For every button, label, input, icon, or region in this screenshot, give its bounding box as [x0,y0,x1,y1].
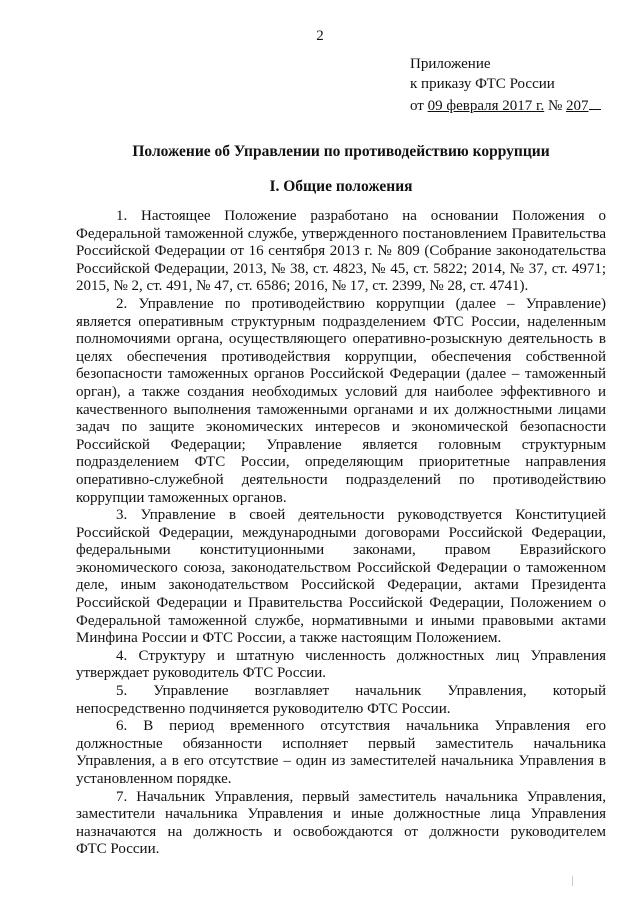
paragraph-line: 5. Управление возглавляет начальник Управления, который [116,683,606,700]
appendix-date-line [410,94,610,116]
paragraph-line: деле, иным законодательством Российской Федерации, актами Президента [76,577,606,594]
paragraph-line: Российской Федерации от 16 сентября 2013 г. № 809 (Собрание законодательства [76,243,606,260]
paragraph-line: подразделением ФТС России, определяющим приоритетные направления [76,454,606,471]
paragraph-line: назначаются на должность и освобождаются от должности руководителем [76,823,606,840]
paragraph-1 [76,208,606,296]
paragraph-line: Российской Федерации, международными договорами Российской Федерации, [76,524,606,541]
section-title: I. Общие положения [269,178,413,195]
appendix-date-prefix: от [410,98,424,114]
paragraph-line: утверждает руководитель ФТС России. [76,665,327,682]
paragraph-line: орган), а также создания необходимых условий для наиболее эффективного и [76,383,606,400]
paragraph-line: федеральными конституционными законами, правом Евразийского [76,542,606,559]
paragraph-4 [76,648,606,683]
paragraph-line: Российской Федерации и Правительства Российской Федерации, Положением о [76,595,606,612]
document-body [76,208,606,859]
paragraph-line: заместители начальника Управления и иные должностные лица Управления [76,806,606,823]
paragraph-line: 2. Управление по противодействию коррупции (далее – Управление) [116,295,606,312]
scan-mark [572,876,583,886]
paragraph-line: оперативно-служебной деятельности подразделений по противодействию [76,471,606,488]
paragraph-line: полномочиями органа, осуществляющего оперативно-розыскную деятельность в [76,331,606,348]
paragraph-line: экономического союза, законодательством Российской Федерации о таможенном [76,559,606,576]
paragraph-line: ФТС России. [76,841,160,858]
appendix-block [410,54,610,116]
appendix-label: Приложение [410,56,491,72]
paragraph-6 [76,718,606,788]
paragraph-line: непосредственно подчиняется руководителю ФТС России. [76,700,451,717]
paragraph-line: 7. Начальник Управления, первый заместитель начальника Управления, [116,788,606,805]
paragraph-line: Минфина России и ФТС России, а также настоящим Положением. [76,630,502,647]
paragraph-line: безопасности таможенных органов Российской Федерации (далее – таможенный [76,366,606,383]
appendix-date: 09 февраля 2017 г. [427,98,545,114]
appendix-number-underline [589,94,601,110]
paragraph-line: 6. В период временного отсутствия начальника Управления его [116,718,606,735]
paragraph-line: Федеральной таможенной службе, нормативными и иными правовыми актами [76,612,606,629]
document-title: Положение об Управлении по противодействию коррупции [132,143,550,160]
paragraph-line: 2015, № 2, ст. 491, № 47, ст. 6586; 2016, № 17, ст. 2399, № 28, ст. 4741). [76,278,529,295]
paragraph-line: коррупции таможенных органов. [76,489,287,506]
appendix-number-sign: № [547,98,563,114]
paragraph-line: Российской Федерации; Управление является головным структурным [76,436,606,453]
paragraph-line: Российской Федерации, 2013, № 38, ст. 4823, № 45, ст. 5822; 2014, № 37, ст. 4971; [76,260,606,277]
appendix-order-ref: к приказу ФТС России [410,76,555,92]
paragraph-line: установленном порядке. [76,771,232,787]
page-number: 2 [316,28,324,44]
paragraph-7 [76,789,606,859]
paragraph-line: качественного выполнения таможенными органами и их должностными лицами [76,401,606,418]
paragraph-line: 1. Настоящее Положение разработано на основании Положения о [116,208,606,224]
paragraph-2 [76,296,606,507]
paragraph-line: 3. Управление в своей деятельности руководствуется Конституцией [116,507,606,524]
paragraph-line: Управления, а в его отсутствие – один из заместителей начальника Управления в [76,753,606,770]
paragraph-5 [76,683,606,718]
paragraph-line: целях обеспечения противодействия коррупции, обеспечения собственной [76,348,606,365]
paragraph-line: 4. Структуру и штатную численность должностных лиц Управления [116,647,606,664]
appendix-number: 207 [566,98,589,114]
paragraph-line: задач по защите экономических интересов и экономической безопасности [76,419,606,436]
paragraph-line: должностные обязанности исполняет первый заместитель начальника [76,735,606,752]
paragraph-line: является оперативным структурным подразделением ФТС России, наделенным [76,313,606,330]
paragraph-line: Федеральной таможенной службе, утвержденного постановлением Правительства [76,225,606,242]
paragraph-3 [76,507,606,648]
